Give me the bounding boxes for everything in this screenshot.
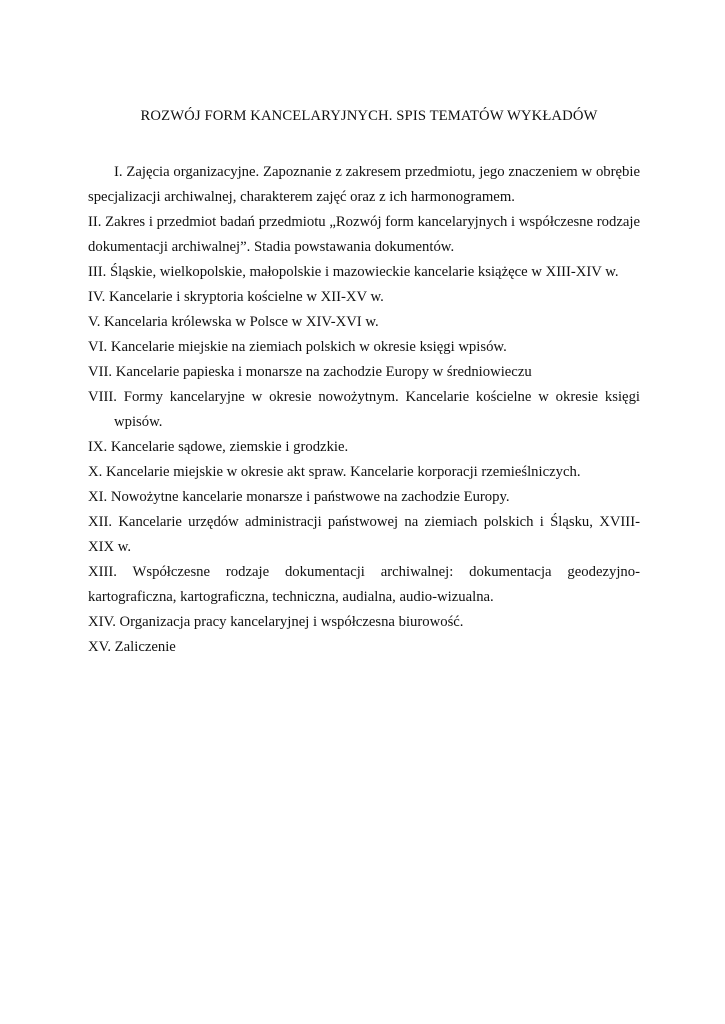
document-page — [88, 104, 640, 660]
document-title: ROZWÓJ FORM KANCELARYJNYCH. SPIS TEMATÓW WYKŁADÓW — [140, 108, 598, 124]
lecture-topic-3: III. Śląskie, wielkopolskie, małopolskie i mazowieckie kancelarie książęce w XIII-XIV w. — [88, 264, 619, 280]
lecture-topic-15: XV. Zaliczenie — [88, 639, 176, 655]
lecture-topic-5: V. Kancelaria królewska w Polsce w XIV-XVI w. — [88, 314, 379, 330]
lecture-topic-12: XII. Kancelarie urzędów administracji państwowej na ziemiach polskich i Śląsku, XVIII-XIX w. — [88, 514, 640, 555]
lecture-topic-13: XIII. Współczesne rodzaje dokumentacji archiwalnej: dokumentacja geodezyjno-kartograficzna, kartograficzna, techniczna, audialna, audio-wizualna. — [88, 564, 640, 605]
lecture-topic-1: I. Zajęcia organizacyjne. Zapoznanie z zakresem przedmiotu, jego znaczeniem w obrębie specjalizacji archiwalnej, charakterem zajęć oraz z ich harmonogramem. — [88, 164, 640, 205]
lecture-topic-9: IX. Kancelarie sądowe, ziemskie i grodzkie. — [88, 439, 349, 455]
lecture-topic-6: VI. Kancelarie miejskie na ziemiach polskich w okresie księgi wpisów. — [88, 339, 507, 355]
lecture-topic-10: X. Kancelarie miejskie w okresie akt spraw. Kancelarie korporacji rzemieślniczych. — [88, 464, 581, 480]
lecture-topic-14: XIV. Organizacja pracy kancelaryjnej i współczesna biurowość. — [88, 614, 464, 630]
lecture-topic-4: IV. Kancelarie i skryptoria kościelne w XII-XV w. — [88, 289, 384, 305]
lecture-topic-11: XI. Nowożytne kancelarie monarsze i państwowe na zachodzie Europy. — [88, 489, 510, 505]
lecture-topic-8: VIII. Formy kancelaryjne w okresie nowożytnym. Kancelarie kościelne w okresie księgi wpisów. — [88, 389, 640, 430]
lecture-topic-2: II. Zakres i przedmiot badań przedmiotu „Rozwój form kancelaryjnych i współczesne rodzaje dokumentacji archiwalnej”. Stadia powstawania dokumentów. — [88, 214, 640, 255]
lecture-topic-7: VII. Kancelarie papieska i monarsze na zachodzie Europy w średniowieczu — [88, 364, 532, 380]
